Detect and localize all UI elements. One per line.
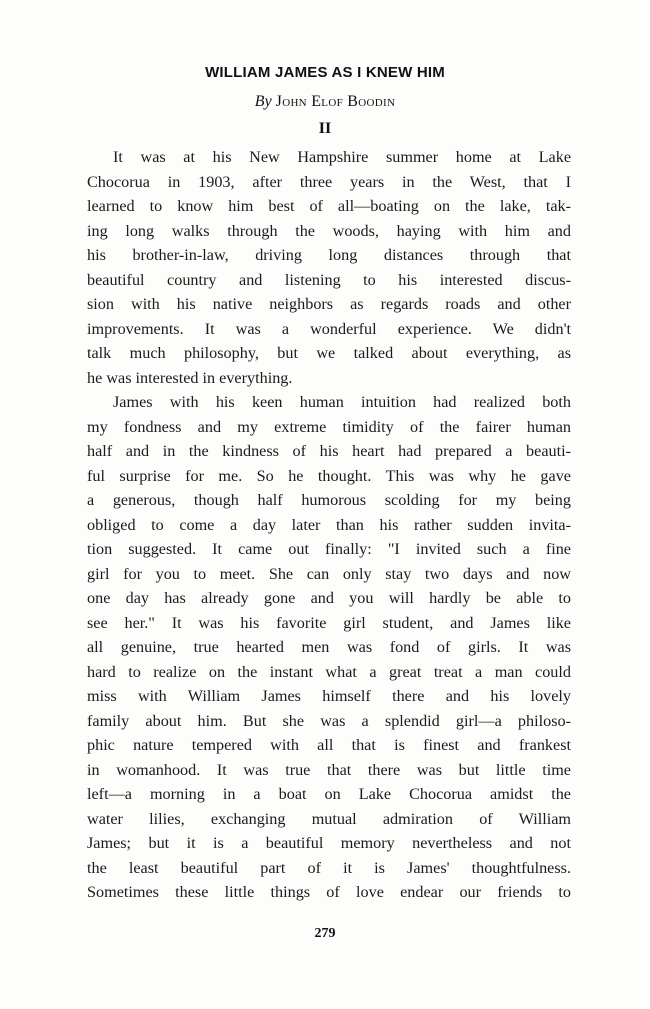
text-line: hard to realize on the instant what a great treat a man could bbox=[87, 662, 571, 681]
article-title: WILLIAM JAMES AS I KNEW HIM bbox=[205, 64, 445, 81]
author-name: John Elof Boodin bbox=[275, 93, 396, 110]
text-line: miss with William James himself there and his lovely bbox=[87, 687, 571, 705]
text-line: James; but it is a beautiful memory nevertheless and not bbox=[87, 834, 571, 852]
text-line: his brother-in-law, driving long distances through that bbox=[87, 246, 571, 264]
text-line: Sometimes these little things of love endear our friends to bbox=[87, 883, 571, 901]
text-line: the least beautiful part of it is James' thoughtfulness. bbox=[87, 858, 571, 877]
text-line: all genuine, true hearted men was fond of girls. It was bbox=[87, 638, 571, 656]
text-line: Chocorua in 1903, after three years in the West, that I bbox=[87, 172, 571, 191]
text-line: It was at his New Hampshire summer home at Lake bbox=[113, 148, 571, 166]
text-line: in womanhood. It was true that there was but little time bbox=[87, 760, 571, 779]
text-line: one day has already gone and you will hardly be able to bbox=[87, 589, 571, 607]
text-line: phic nature tempered with all that is finest and frankest bbox=[87, 736, 571, 754]
text-line: James with his keen human intuition had realized both bbox=[113, 393, 571, 411]
byline bbox=[0, 93, 650, 111]
page-number: 279 bbox=[314, 926, 336, 941]
text-line: he was interested in everything. bbox=[87, 368, 293, 387]
text-line: a generous, though half humorous scolding for my being bbox=[87, 491, 571, 509]
text-line: see her." It was his favorite girl student, and James like bbox=[87, 613, 571, 632]
text-line: family about him. But she was a splendid girl—a philoso- bbox=[87, 711, 571, 730]
text-line: tion suggested. It came out finally: "I invited such a fine bbox=[87, 540, 571, 558]
text-line: left—a morning in a boat on Lake Chocorua amidst the bbox=[87, 785, 571, 803]
text-line: ful surprise for me. So he thought. This was why he gave bbox=[87, 466, 571, 485]
body-text bbox=[87, 145, 571, 905]
text-line: beautiful country and listening to his interested discus- bbox=[87, 270, 571, 289]
text-line: talk much philosophy, but we talked about everything, as bbox=[87, 344, 571, 362]
text-line: ing long walks through the woods, haying with him and bbox=[87, 221, 571, 240]
text-line: my fondness and my extreme timidity of the fairer human bbox=[87, 417, 571, 436]
byline-prefix: By bbox=[254, 93, 272, 110]
text-line: girl for you to meet. She can only stay two days and now bbox=[87, 564, 571, 583]
section-number: II bbox=[318, 120, 332, 137]
text-line: half and in the kindness of his heart had prepared a beauti- bbox=[87, 442, 571, 460]
text-line: obliged to come a day later than his rather sudden invita- bbox=[87, 515, 571, 534]
text-line: sion with his native neighbors as regards roads and other bbox=[87, 295, 571, 313]
text-line: water lilies, exchanging mutual admiration of William bbox=[87, 809, 571, 828]
text-line: learned to know him best of all—boating on the lake, tak- bbox=[87, 197, 571, 215]
text-line: improvements. It was a wonderful experience. We didn't bbox=[87, 319, 571, 338]
